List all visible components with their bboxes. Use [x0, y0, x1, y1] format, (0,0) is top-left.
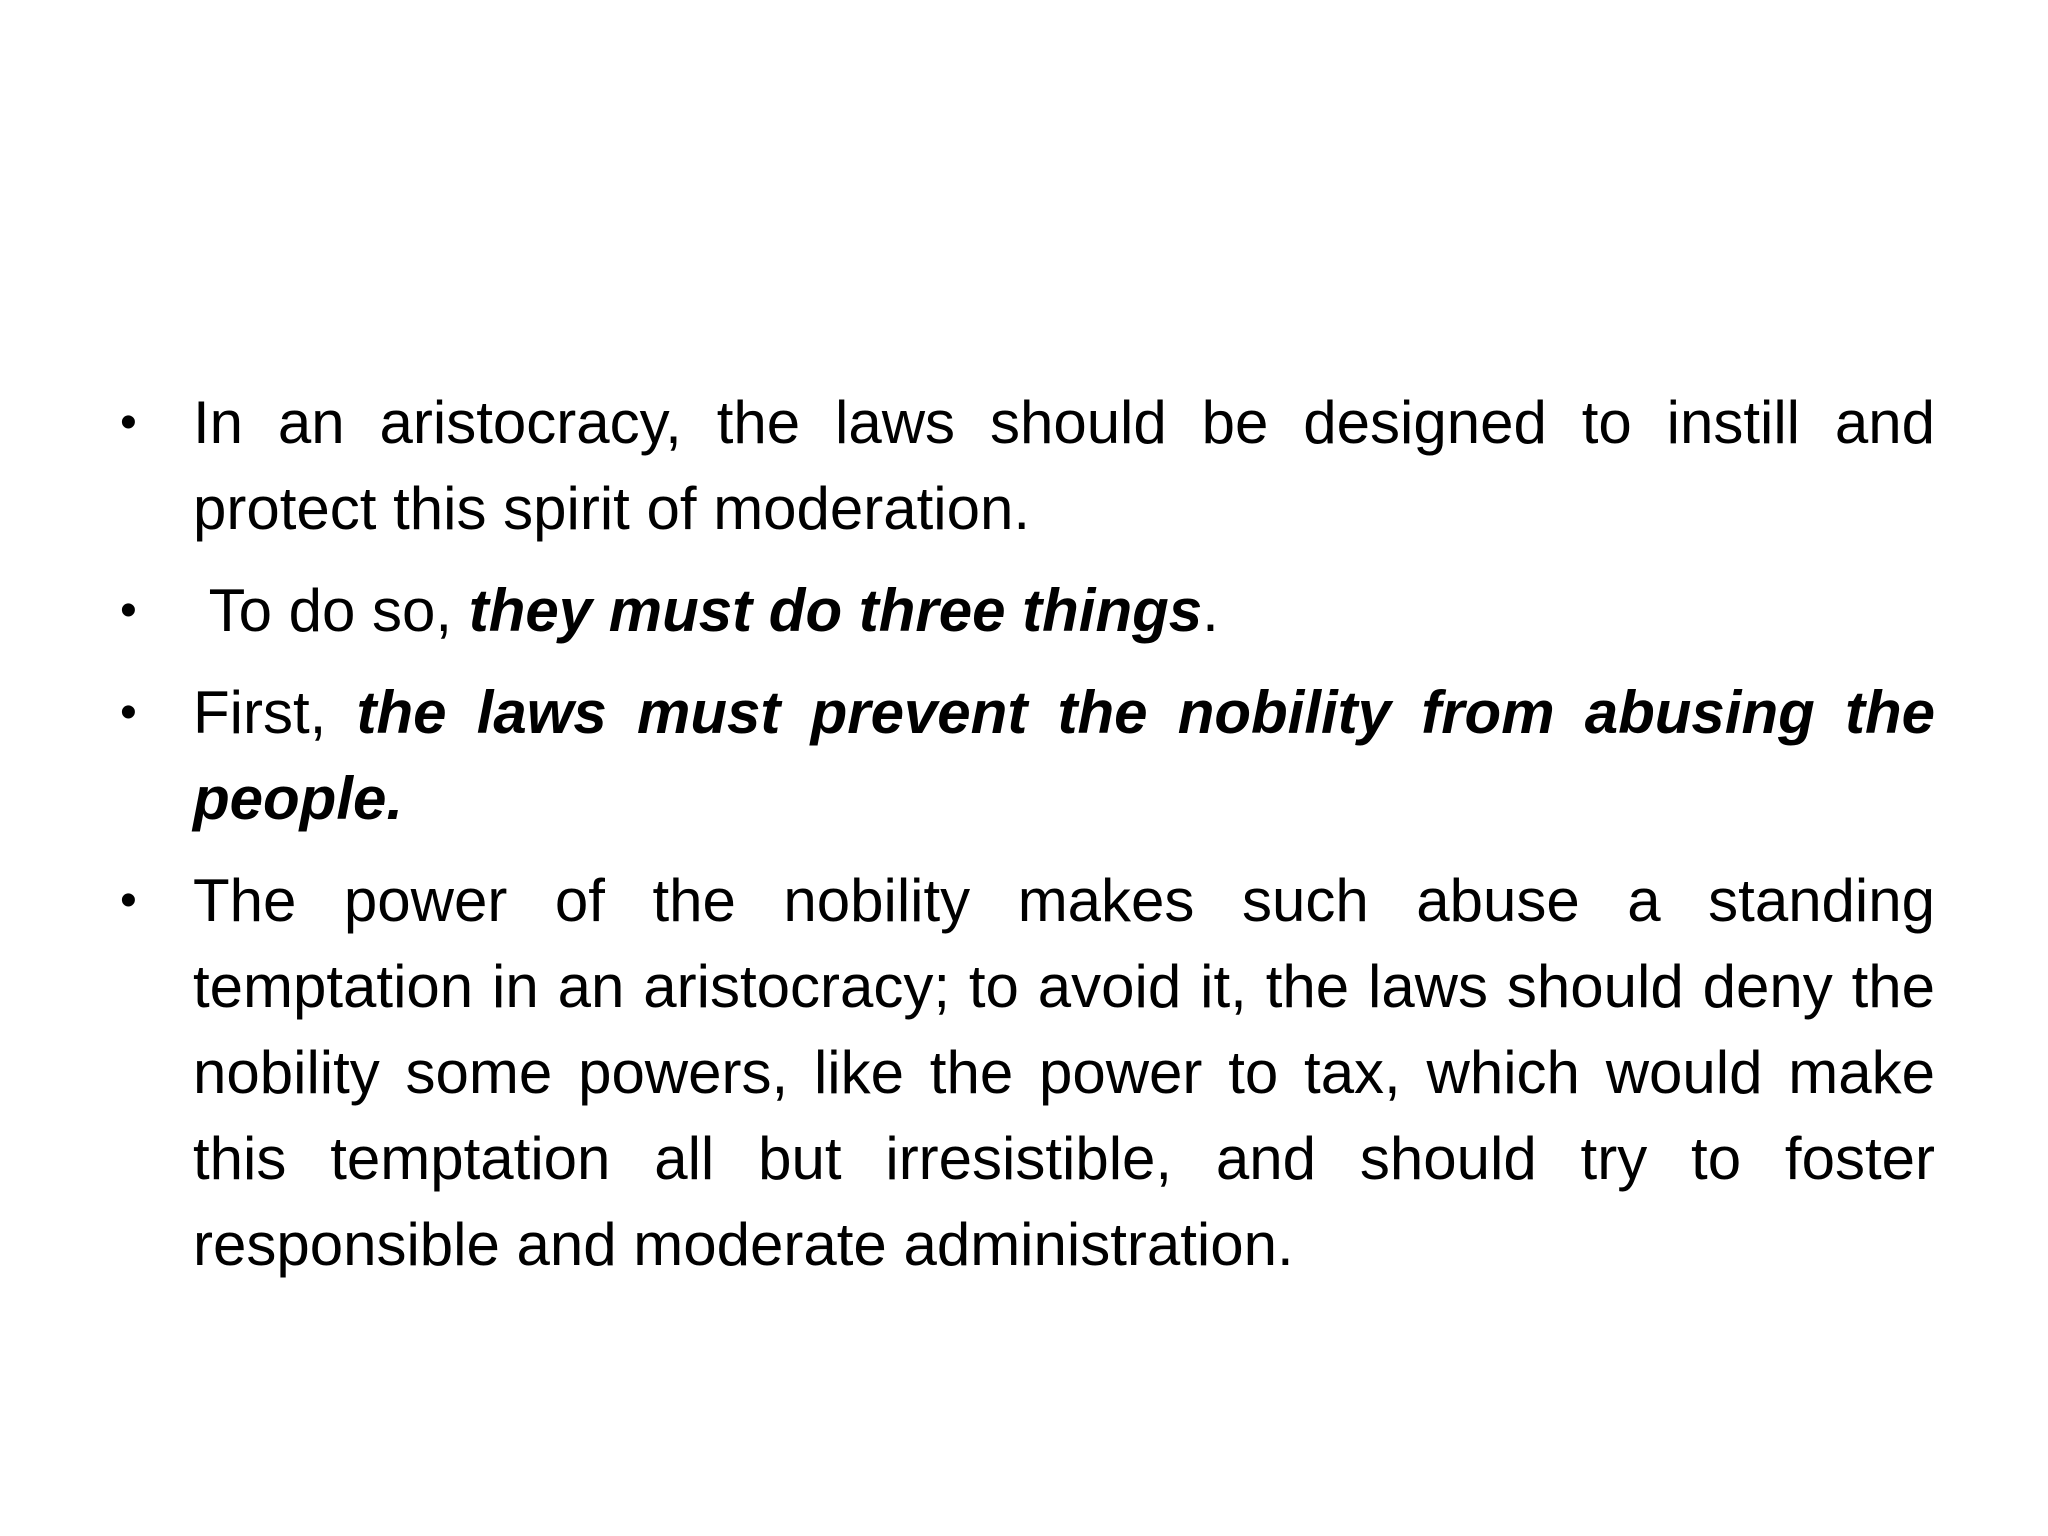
bullet-item-three-things	[120, 568, 1935, 654]
bullet-text: First,	[193, 679, 357, 746]
bullet-icon: •	[120, 396, 137, 449]
bullet-item-aristocracy-laws	[120, 380, 1935, 552]
bullet-icon: •	[120, 584, 137, 637]
bullet-text: The power of the nobility makes such abuse a standing temptation in an aristocracy; to avoid it, the laws should deny the nobility some powers, like the power to tax, which would make this temptation all but irresistible, and should try to foster responsible and moderate administration.	[193, 867, 1935, 1278]
bullet-icon: •	[120, 874, 137, 927]
bullet-item-power-of-nobility	[120, 858, 1935, 1288]
bullet-emphasis: they must do three things	[468, 577, 1203, 644]
bullet-list	[120, 380, 1935, 1304]
bullet-item-first	[120, 670, 1935, 842]
bullet-text: To do so,	[193, 577, 469, 644]
bullet-text: In an aristocracy, the laws should be designed to instill and protect this spirit of moderation.	[193, 389, 1935, 542]
bullet-icon: •	[120, 686, 137, 739]
bullet-emphasis: the laws must prevent the nobility from abusing the people.	[193, 679, 1935, 832]
bullet-text-end: .	[1202, 577, 1219, 644]
